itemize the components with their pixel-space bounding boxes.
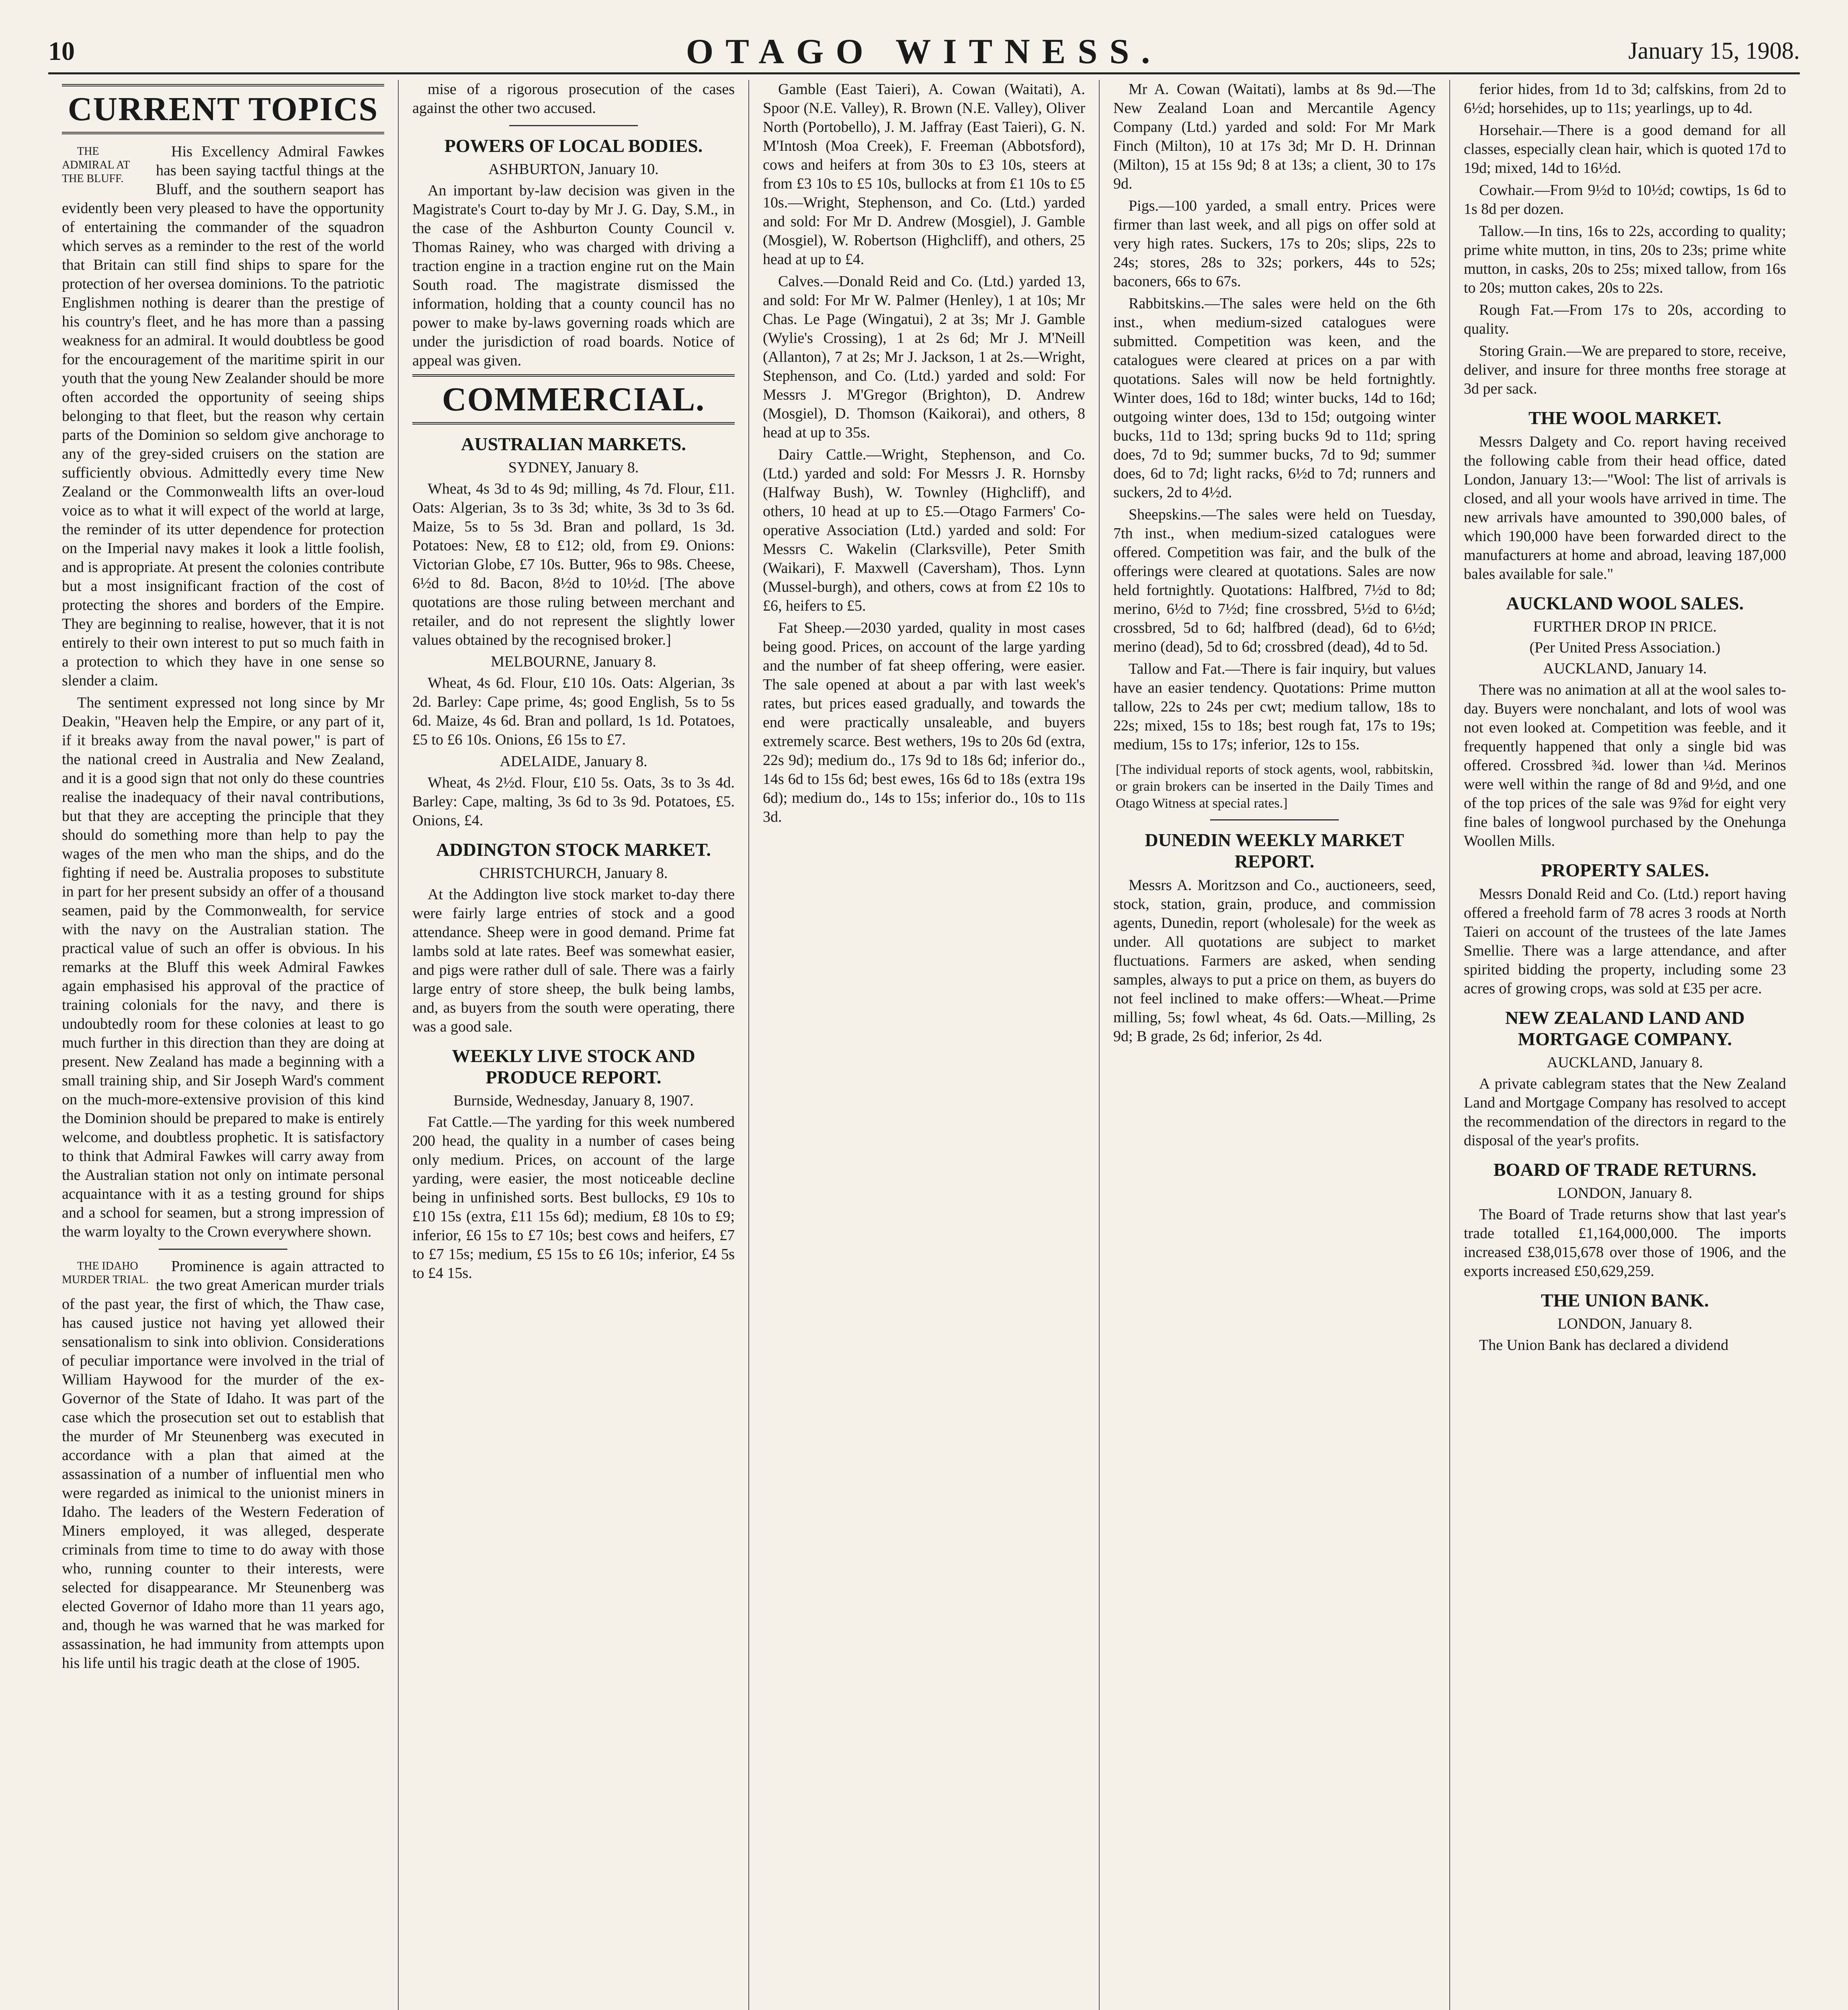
admiral-text: His Excellency Admiral Fawkes has been saying tactful things at the Bluff, and the southern seaport has evidently been very pleased to have the opportunity of entertaining the commander of the squadron which serves as a reminder to the rest of the world that Britain can still find ships to spare for the protection of her oversea dominions. To the patriotic Englishmen nothing is dearer than the prestige of his country's fleet, and he has more than a passing weakness for an admiral. It would doubtless be good for the encouragement of the maritime spirit in our youth that the young New Zealander should be more often accorded the opportunity of seeing ships belonging to that fleet, but the reason why certain parts of the Dominion so seldom give anchorage to any of the grey-sided cruisers on the station are sufficiently obvious. Admittedly every time New Zealand or the Commonwealth lifts an over-loud voice as to what it will expect of the world at large, the reminder of its utter dependence for protection on the Imperial navy makes it look a little foolish, and is appropriate. At present the colonies contribute but a most insignificant fraction of the cost of protecting the shores and borders of the Empire. They are beginning to realise, however, that it is not entirely to their own interest to put so much faith in a protection to which they have in one sense so slender a claim. — [62, 143, 384, 689]
idaho-text: Prominence is again attracted to the two great American murder trials of the past year, the first of which, the Thaw case, has caused justice not having yet allowed their sensationalism to sink into oblivion. Considerations of peculiar importance were involved in the trial of William Haywood for the murder of the ex-Governor of the State of Idaho. It was part of the case which the prosecution set out to establish that the murder of Mr Steunenberg was executed in accordance with a plan that aimed at the assassination of a number of influential men who were regarded as inimical to the unionist miners in Idaho. The leaders of the Western Federation of Miners employed, it was alleged, desperate criminals from time to time to do away with those who, running counter to their interests, were selected for disappearance. Mr Steunenberg was elected Governor of Idaho more than 11 years ago, and, though he was warned that he was marked for assassination, he had immunity from attempts upon his life until his tragic death at the close of 1905. — [62, 1258, 384, 1672]
dunedin-market-heading: DUNEDIN WEEKLY MARKET REPORT. — [1145, 830, 1404, 872]
columns — [48, 80, 1800, 2010]
divider — [159, 1249, 288, 1250]
current-topics-heading: CURRENT TOPICS — [62, 84, 384, 134]
rough-fat-text: Rough Fat.—From 17s to 20s, according to quality. — [1464, 302, 1786, 337]
union-bank-heading: THE UNION BANK. — [1541, 1290, 1709, 1311]
column-3 — [749, 80, 1100, 2010]
local-bodies-dateline: ASHBURTON, January 10. — [488, 161, 659, 178]
column-1 — [48, 80, 399, 2010]
board-of-trade-dateline: LONDON, January 8. — [1557, 1185, 1692, 1202]
auckland-wool-subheading: FURTHER DROP IN PRICE. — [1533, 618, 1717, 635]
tallow-prices-text: Tallow.—In tins, 16s to 22s, according to quality; prime white mutton, in tins, 20s to 23s; prime white mutton, in casks, 20s to 25s; mixed tallow, from 16s to 20s; mutton cakes, 20s to 22s. — [1464, 223, 1786, 296]
australian-markets-heading: AUSTRALIAN MARKETS. — [461, 434, 686, 454]
wool-market-text: Messrs Dalgety and Co. report having received the following cable from their head office, dated London, January 13:—"Wool: The list of arrivals is closed, and all your wools have arrived in time. The new arrivals have amounted to 390,000 bales, of which 190,000 have been forwarded direct to the manufacturers at home and abroad, leaving 187,000 bales available for sale." — [1464, 433, 1786, 582]
column-4 — [1100, 80, 1450, 2010]
press-association-credit: (Per United Press Association.) — [1529, 639, 1721, 656]
property-sales-text: Messrs Donald Reid and Co. (Ltd.) report having offered a freehold farm of 78 acres 3 roods at North Taieri on account of the trustees of the late James Smellie. There was a large attendance, and after spirited bidding the property, including some 23 acres of growing crops, was sold at £35 per acre. — [1464, 886, 1786, 997]
weekly-stock-text: Fat Cattle.—The yarding for this week numbered 200 head, the quality in a number of cases being only medium. Prices, on account of the large yarding, were easier, the most noticeable decline being in unfinished sorts. Best bullocks, £9 10s to £10 15s (extra, £11 15s 6d); medium, £8 10s to £9; inferior, £6 15s to £7 10s; best cows and heifers, £7 to £7 15s; medium, £5 15s to £6 10s; inferior, £4 5s to £4 15s. — [412, 1114, 735, 1282]
nz-land-heading: NEW ZEALAND LAND AND MORTGAGE COMPANY. — [1505, 1007, 1745, 1049]
store-cattle-text: Gamble (East Taieri), A. Cowan (Waitati), A. Spoor (N.E. Valley), R. Brown (N.E. Valley), Oliver North (Portobello), J. M. Jaffray (East Taieri), G. N. M'Intosh (Moa Creek), F. Freeman (Abbotsford), cows and heifers at from 30s to £3 10s, steers at from £3 10s to £5 10s, bullocks at from £1 10s to £5 10s.—Wright, Stephenson, and Co. (Ltd.) yarded and sold: For Mr D. Andrew (Mosgiel), J. Gamble (Mosgiel), W. Robertson (Highcliff), and others, 25 head at up to £4. — [763, 81, 1085, 268]
weekly-stock-heading: WEEKLY LIVE STOCK AND PRODUCE REPORT. — [452, 1046, 695, 1087]
column-5 — [1450, 80, 1800, 2010]
agents-note: [The individual reports of stock agents, wool, rabbitskin, or grain brokers can be inserted in the Daily Times and Otago Witness at special rates.] — [1116, 762, 1433, 811]
divider — [509, 125, 638, 126]
sydney-text: Wheat, 4s 3d to 4s 9d; milling, 4s 7d. Flour, £11. Oats: Algerian, 3s to 3s 3d; white, 3s 3d to 3s 6d. Maize, 5s to 5s 3d. Bran and pollard, 1s 3d. Potatoes: New, £8 to £12; old, from £9. Onions: Victorian Globe, £7 10s. Butter, 96s to 98s. Cheese, 6½d to 8d. Bacon, 8½d to 10½d. [The above quotations are those ruling between merchant and retailer, and do not represent the slightly lower values obtained by the recognised broker.] — [412, 480, 735, 648]
addington-heading: ADDINGTON STOCK MARKET. — [436, 839, 711, 860]
dairy-cattle-text: Dairy Cattle.—Wright, Stephenson, and Co. (Ltd.) yarded and sold: For Messrs J. R. Hornsby (Halfway Bush), W. Townley (Highcliff), and others, 10 head at up to £5.—Otago Farmers' Co-operative Association (Ltd.) yarded and sold: For Messrs C. Wakelin (Clarksville), Peter Smith (Waikari), F. Maxwell (Caversham), Thos. Lynn (Mussel-burgh), and others, cows at from £2 10s to £6, heifers to £5. — [763, 446, 1085, 614]
auckland-wool-heading: AUCKLAND WOOL SALES. — [1506, 593, 1744, 613]
lambs-text: Mr A. Cowan (Waitati), lambs at 8s 9d.—The New Zealand Loan and Mercantile Agency Company (Ltd.) yarded and sold: For Mr Mark Finch (Milton), 10 at 17s 3d; Mr D. H. Drinnan (Milton), 15 at 15s 9d; 8 at 13s; a client, 30 to 17s 9d. — [1113, 81, 1436, 192]
adelaide-text: Wheat, 4s 2½d. Flour, £10 5s. Oats, 3s to 3s 4d. Barley: Cape, malting, 3s 6d to 3s 9d. Potatoes, £5. Onions, £4. — [412, 774, 735, 829]
calves-text: Calves.—Donald Reid and Co. (Ltd.) yarded 13, and sold: For Mr W. Palmer (Henley), 1 at 10s; Mr Chas. Le Page (Wingatui), 2 at 3s; Mr J. Gamble (Wylie's Crossing), 1 at 2s 6d; Mr J. M'Neill (Allanton), 7 at 2s; Mr J. Jackson, 1 at 2s.—Wright, Stephenson, and Co. (Ltd.) yarded and sold: For Messrs J. M'Gregor (Brighton), D. Andrew (Mosgiel), D. Thomson (Kaikorai), and others, 8 head at up to 35s. — [763, 273, 1085, 441]
sydney-dateline: SYDNEY, January 8. — [508, 459, 639, 476]
rabbitskins-text: Rabbitskins.—The sales were held on the 6th inst., when medium-sized catalogues were submitted. Competition was keen, and the catalogues were cleared at prices on a par with quotations. Sales will now be held fortnightly. Winter does, 16d to 18d; winter bucks, 14d to 16d; outgoing winter does, 13d to 15d; outgoing winter bucks, 11d to 13d; spring bucks 9d to 11d; spring does, 7d to 9d; summer bucks, 7d to 9d; summer does, 6d to 7d; light racks, 6½d to 7d; runners and suckers, 2d to 4½d. — [1113, 295, 1436, 501]
nz-land-text: A private cablegram states that the New Zealand Land and Mortgage Company has resolved to accept the recommendation of the directors in regard to the disposal of the year's profits. — [1464, 1075, 1786, 1149]
divider — [1210, 819, 1339, 820]
union-bank-dateline: LONDON, January 8. — [1557, 1315, 1692, 1332]
column-2 — [399, 80, 749, 2010]
union-bank-text: The Union Bank has declared a dividend — [1479, 1337, 1729, 1354]
fat-sheep-text: Fat Sheep.—2030 yarded, quality in most cases being good. Prices, on account of the large yarding and the number of fat sheep offering, were easier. The sale opened at about a par with last week's rates, but prices eased gradually, and towards the end were practically unsaleable, and buyers extremely scarce. Best wethers, 19s to 20s 6d (extra, 22s 9d); medium do., 17s 9d to 18s 6d; inferior do., 14s 6d to 15s 6d; best ewes, 16s 6d to 18s (extra 19s 6d); medium do., 14s to 15s; inferior do., 10s to 11s 3d. — [763, 619, 1085, 825]
idaho-sidenote: THE IDAHO MURDER TRIAL. — [62, 1260, 149, 1286]
horsehair-text: Horsehair.—There is a good demand for all classes, especially clean hair, which is quoted 17d to 19d; mixed, 14d to 16½d. — [1464, 122, 1786, 176]
admiral-article — [62, 142, 384, 690]
paper-name: OTAGO WITNESS. — [686, 32, 1162, 71]
hides-text: ferior hides, from 1d to 3d; calfskins, from 2d to 6½d; horsehides, up to 11s; yearlings, up to 4d. — [1464, 81, 1786, 117]
masthead — [48, 28, 1800, 74]
board-of-trade-heading: BOARD OF TRADE RETURNS. — [1493, 1159, 1757, 1180]
pigs-text: Pigs.—100 yarded, a small entry. Prices were firmer than last week, and all pigs on offer sold at very high rates. Suckers, 17s to 20s; slips, 22s to 24s; stores, 28s to 32s; porkers, 44s to 52s; baconers, 66s to 67s. — [1113, 197, 1436, 290]
local-bodies-text: An important by-law decision was given in the Magistrate's Court to-day by Mr J. G. Day, S.M., in the case of the Ashburton County Council v. Thomas Rainey, who was charged with driving a traction engine in a traction engine rut on the Main South road. The magistrate dismissed the information, holding that a county council has no power to make by-laws governing roads which are under the jurisdiction of road boards. Notice of appeal was given. — [412, 182, 735, 369]
addington-dateline: CHRISTCHURCH, January 8. — [479, 865, 668, 882]
auckland-wool-text: There was no animation at all at the wool sales to-day. Buyers were nonchalant, and lots of wool was not even looked at. Competition was feeble, and it frequently happened that only a single bid was offered. Crossbred ¾d. lower than ¼d. Merinos were well within the range of 8d and 9½d, and one of the top prices of the sale was 9⅞d for eight very fine bales of longwool purchased by the Onehunga Woollen Mills. — [1464, 681, 1786, 849]
dunedin-market-text: Messrs A. Moritzson and Co., auctioneers, seed, stock, station, grain, produce, and commission agents, Dunedin, report (wholesale) for the week as under. All quotations are subject to market fluctuations. Farmers are asked, when sending samples, always to put a price on them, as buyers do not feel inclined to make offers:—Wheat.—Prime milling, 5s; fowl wheat, 4s 6d. Oats.—Milling, 2s 9d; B grade, 2s 6d; inferior, 2s 4d. — [1113, 877, 1436, 1045]
tallow-text: Tallow and Fat.—There is fair inquiry, but values have an easier tendency. Quotations: Prime mutton tallow, 22s to 24s per cwt; medium tallow, 18s to 22s; mixed, 15s to 18s; best rough fat, 17s to 19s; medium, 15s to 17s; inferior, 12s to 15s. — [1113, 660, 1436, 753]
admiral-sidenote: THE ADMIRAL AT THE BLUFF. — [62, 145, 130, 185]
auckland-wool-dateline: AUCKLAND, January 14. — [1543, 660, 1707, 677]
property-sales-heading: PROPERTY SALES. — [1541, 860, 1709, 880]
wool-market-heading: THE WOOL MARKET. — [1528, 408, 1722, 428]
continuation-text: mise of a rigorous prosecution of the cases against the other two accused. — [412, 81, 735, 117]
page-number: 10 — [48, 37, 75, 66]
idaho-article — [62, 1257, 384, 1673]
local-bodies-heading: POWERS OF LOCAL BODIES. — [444, 135, 703, 156]
melbourne-text: Wheat, 4s 6d. Flour, £10 10s. Oats: Algerian, 3s 2d. Barley: Cape prime, 4s; good English, 5s to 5s 6d. Maize, 4s 6d. Bran and pollard, 1s 1d. Potatoes, £5 to £6 10s. Onions, £6 15s to £7. — [412, 675, 735, 748]
cowhair-text: Cowhair.—From 9½d to 10½d; cowtips, 1s 6d to 1s 8d per dozen. — [1464, 182, 1786, 217]
issue-date: January 15, 1908. — [1628, 37, 1800, 64]
board-of-trade-text: The Board of Trade returns show that last year's trade totalled £1,164,000,000. The imports increased £38,015,678 over those of 1906, and the exports increased £50,629,259. — [1464, 1206, 1786, 1280]
storing-grain-text: Storing Grain.—We are prepared to store, receive, deliver, and insure for three months free storage at 3d per sack. — [1464, 343, 1787, 397]
commercial-heading: COMMERCIAL. — [412, 374, 735, 425]
nz-land-dateline: AUCKLAND, January 8. — [1547, 1054, 1703, 1071]
naval-paragraph: The sentiment expressed not long since by Mr Deakin, "Heaven help the Empire, or any part of it, if it breaks away from the naval power," is part of the national creed in Australia and New Zealand, and it is a good sign that not only do these countries realise the inadequacy of their naval contributions, but that they are accepting the principle that they should do something more than help to pay the wages of the men who man the ships, and do the fighting if need be. Australia proposes to substitute in part for her present subsidy an offer of a thousand seamen, paid by the Commonwealth, for service with the navy on the Australian station. The practical value of such an offer is obvious. In his remarks at the Bluff this week Admiral Fawkes again emphasised his approval of the practice of training colonials for the navy, and there is undoubtedly room for these colonies at least to go much further in this direction than they are doing at present. New Zealand has made a beginning with a small training ship, and Sir Joseph Ward's comment on the much-more-extensive provision of this kind the Dominion should be prepared to make is entirely welcome, and doubtless prophetic. It is satisfactory to think that Admiral Fawkes will carry away from the Australian station not only on intimate personal acquaintance with it as a testing ground for ships and a school for seamen, but a strong impression of the warm loyalty to the Crown everywhere shown. — [62, 694, 384, 1240]
sheepskins-text: Sheepskins.—The sales were held on Tuesday, 7th inst., when medium-sized catalogues were offered. Competition was fair, and the bulk of the offerings were cleared at quotations. Sales are now held fortnightly. Quotations: Halfbred, 7½d to 8d; merino, 6½d to 7½d; fine crossbred, 5½d to 6½d; crossbred, 5d to 6d; halfbred (dead), 6d to 6½d; merino (dead), 5d to 6d; crossbred (dead), 4d to 5d. — [1113, 506, 1436, 655]
melbourne-dateline: MELBOURNE, January 8. — [491, 653, 656, 670]
adelaide-dateline: ADELAIDE, January 8. — [500, 753, 647, 770]
addington-text: At the Addington live stock market to-day there were fairly large entries of stock and a good attendance. Sheep were in good demand. Prime fat lambs sold at late rates. Beef was somewhat easier, and pigs were rather dull of sale. There was a fairly large entry of store sheep, the bulk being lambs, and, as buyers from the south were operating, there was a good sale. — [412, 886, 735, 1035]
weekly-stock-dateline: Burnside, Wednesday, January 8, 1907. — [453, 1092, 694, 1109]
